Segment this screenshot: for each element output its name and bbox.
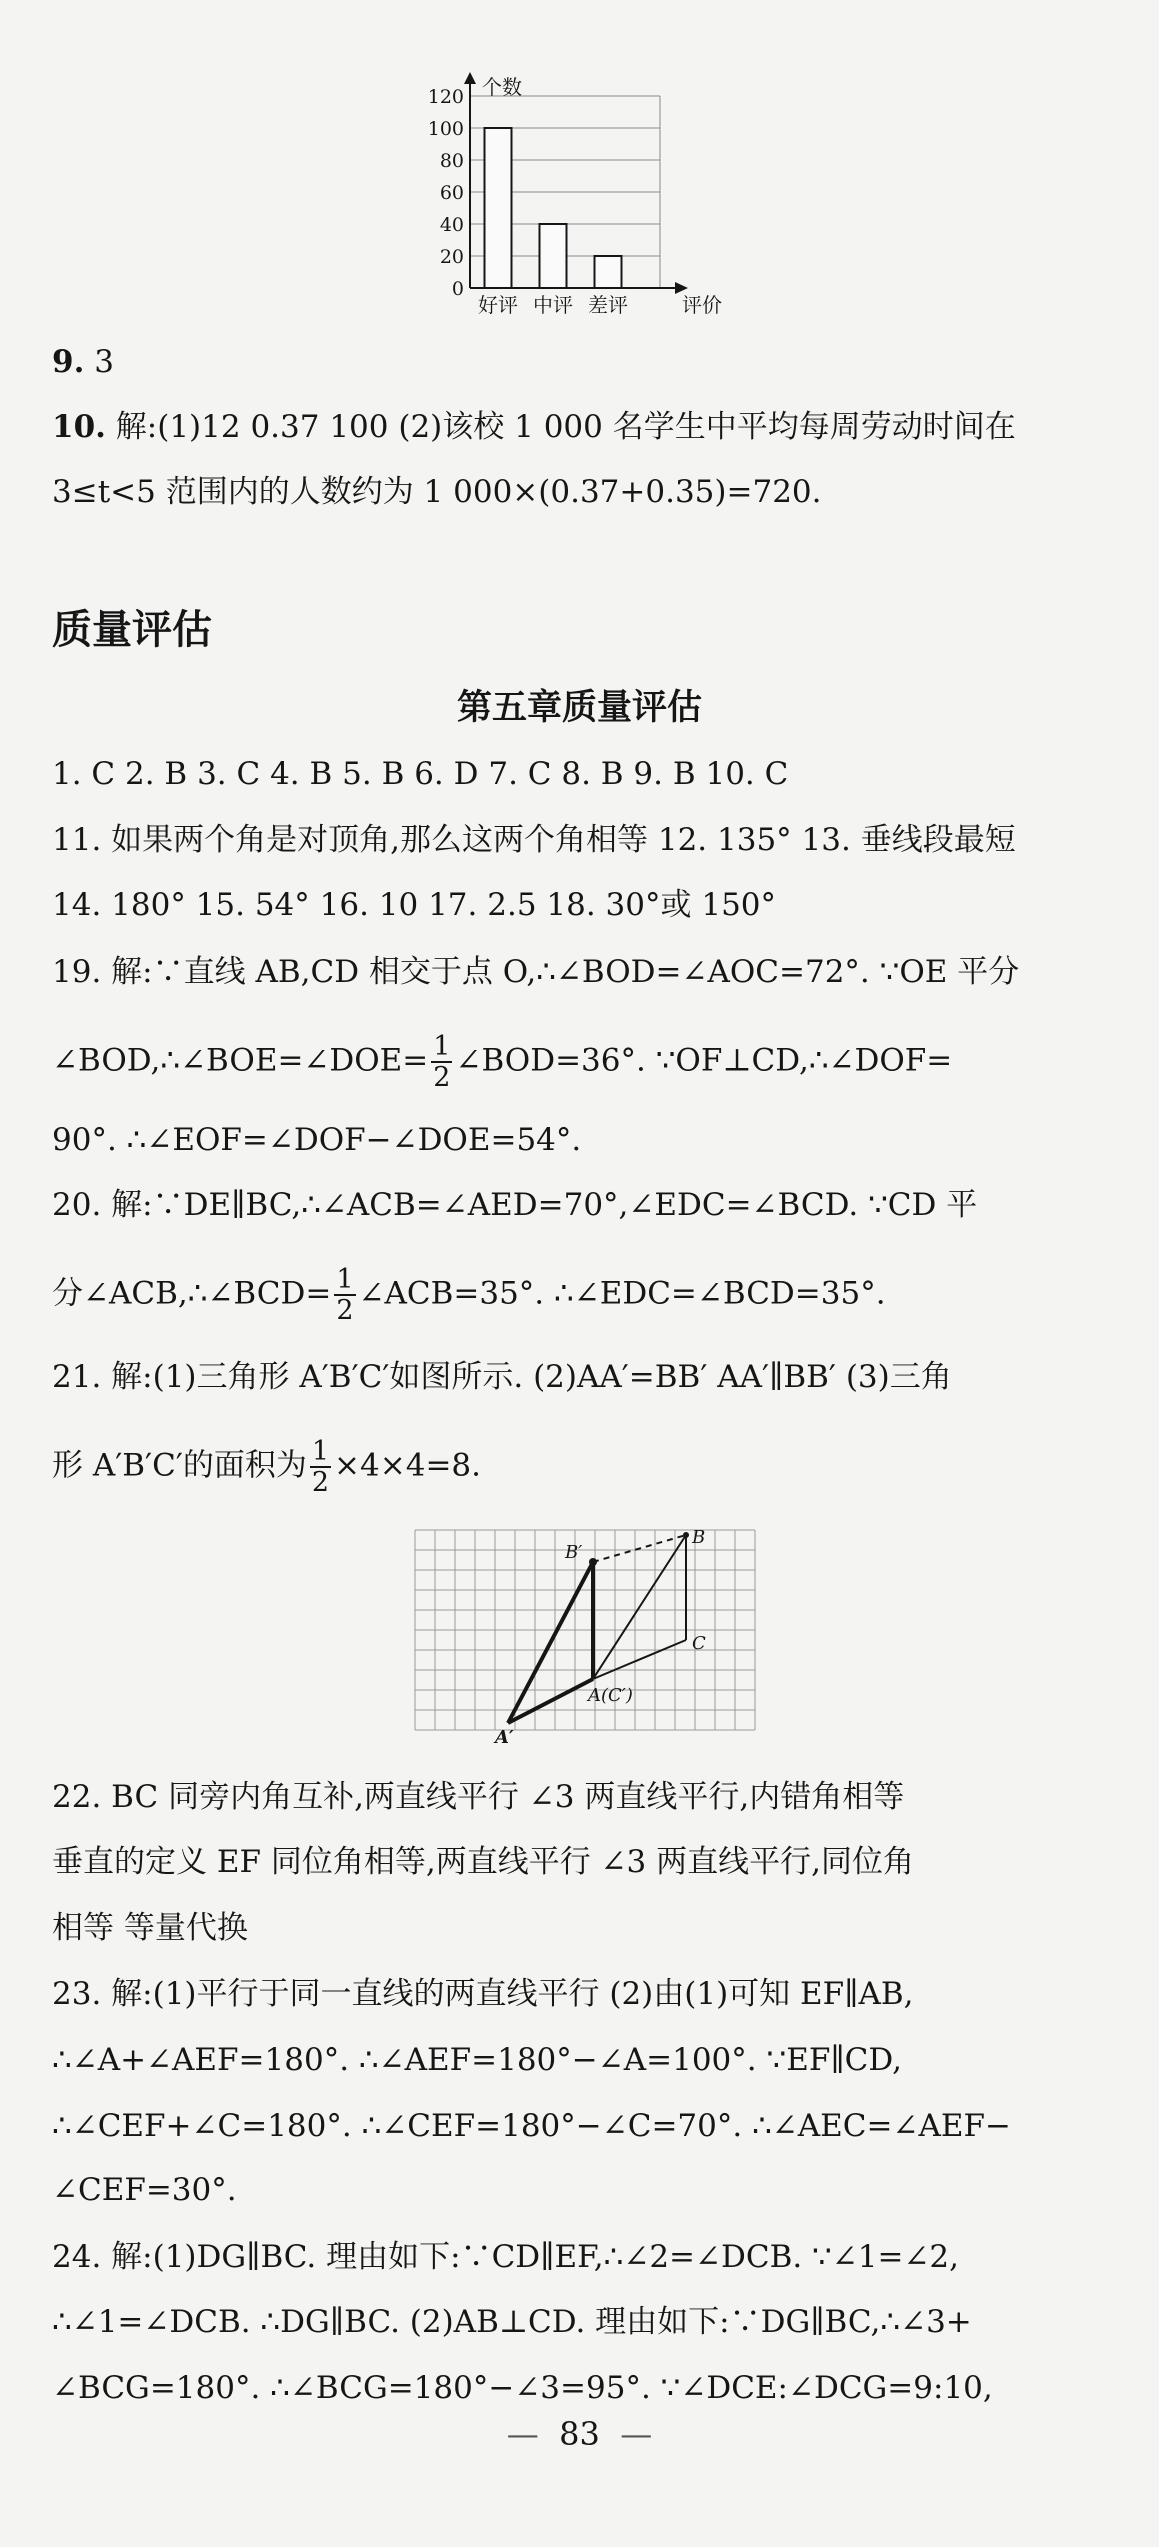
label-b: B <box>692 1527 706 1548</box>
y-tick-label: 0 <box>451 278 464 300</box>
bar-0 <box>485 128 512 288</box>
q20-line1: 20. 解:∵DE∥BC,∴∠ACB=∠AED=70°,∠EDC=∠BCD. ∵CD 平 <box>52 1187 978 1223</box>
label-bprime: B′ <box>565 1542 583 1563</box>
q23-line1: 23. 解:(1)平行于同一直线的两直线平行 (2)由(1)可知 EF∥AB, <box>52 1976 914 2012</box>
y-axis-arrow <box>464 72 476 84</box>
segment-a-c <box>593 1640 686 1679</box>
q22-line2: 垂直的定义 EF 同位角相等,两直线平行 ∠3 两直线平行,同位角 <box>52 1844 914 1880</box>
bar-chart <box>420 68 740 318</box>
segment-a-b <box>593 1535 686 1679</box>
y-tick-label: 60 <box>439 182 464 204</box>
y-tick-label: 120 <box>427 86 464 108</box>
fraction: $\frac{1}{2}$ <box>433 1031 451 1093</box>
label-aprime: A′ <box>495 1727 514 1748</box>
answers-14-18: 14. 180° 15. 54° 16. 10 17. 2.5 18. 30°或 150° <box>52 887 777 923</box>
q24-line2: ∴∠1=∠DCB. ∴DG∥BC. (2)AB⊥CD. 理由如下:∵DG∥BC,∴∠3+ <box>52 2304 972 2340</box>
q22-line1: 22. BC 同旁内角互补,两直线平行 ∠3 两直线平行,内错角相等 <box>52 1779 905 1815</box>
q19-line2: ∠BOD,∴∠BOE=∠DOE= $\frac{1}{2}$ ∠BOD=36°. ∵OF⊥CD,∴∠DOF= <box>52 1031 953 1093</box>
x-tick-label: 好评 <box>478 293 518 317</box>
q23-line2: ∴∠A+∠AEF=180°. ∴∠AEF=180°−∠A=100°. ∵EF∥CD, <box>52 2042 902 2078</box>
point-b <box>683 1532 689 1538</box>
q21-line2: 形 A′B′C′的面积为 $\frac{1}{2}$ ×4×4=8. <box>52 1436 481 1498</box>
q21-line1: 21. 解:(1)三角形 A′B′C′如图所示. (2)AA′=BB′ AA′∥BB′ (3)三角 <box>52 1359 952 1395</box>
answer-9: 9. 3 <box>52 344 114 380</box>
fraction: $\frac{1}{2}$ <box>311 1436 330 1498</box>
x-tick-label: 差评 <box>588 293 628 317</box>
q23-line3: ∴∠CEF+∠C=180°. ∴∠CEF=180°−∠C=70°. ∴∠AEC=∠AEF− <box>52 2108 1011 2144</box>
label-c: C <box>692 1633 706 1654</box>
y-tick-label: 100 <box>427 118 464 140</box>
answers-11-13: 11. 如果两个角是对顶角,那么这两个角相等 12. 135° 13. 垂线段最短 <box>52 822 1016 858</box>
q19-line1: 19. 解:∵直线 AB,CD 相交于点 O,∴∠BOD=∠AOC=72°. ∵OE 平分 <box>52 954 1020 990</box>
y-axis-label: 个数 <box>482 75 522 99</box>
q22-line3: 相等 等量代换 <box>52 1910 248 1946</box>
answer-10-line2: 3≤t<5 范围内的人数约为 1 000×(0.37+0.35)=720. <box>52 474 822 510</box>
y-tick-label: 80 <box>439 150 464 172</box>
point-bprime <box>589 1558 597 1566</box>
q24-line1: 24. 解:(1)DG∥BC. 理由如下:∵CD∥EF,∴∠2=∠DCB. ∵∠1=∠2, <box>52 2239 960 2275</box>
x-axis-label: 评价 <box>682 293 722 317</box>
label-a-cprime: A(C′) <box>588 1685 633 1706</box>
choice-answers: 1. C 2. B 3. C 4. B 5. B 6. D 7. C 8. B 9. B 10. C <box>52 756 789 792</box>
bar-2 <box>595 256 622 288</box>
q23-line4: ∠CEF=30°. <box>52 2172 237 2208</box>
y-tick-label: 40 <box>439 214 464 236</box>
fraction: $\frac{1}{2}$ <box>336 1264 354 1326</box>
page-number: — 83 — <box>506 2415 653 2453</box>
q20-line2: 分∠ACB,∴∠BCD= $\frac{1}{2}$ ∠ACB=35°. ∴∠EDC=∠BCD=35°. <box>52 1264 886 1326</box>
y-tick-label: 20 <box>439 246 464 268</box>
q24-line3: ∠BCG=180°. ∴∠BCG=180°−∠3=95°. ∵∠DCE:∠DCG=9:10, <box>52 2370 993 2406</box>
x-tick-label: 中评 <box>533 293 573 317</box>
translation-grid-figure <box>410 1525 760 1750</box>
bar-1 <box>540 224 567 288</box>
q19-line3: 90°. ∴∠EOF=∠DOF−∠DOE=54°. <box>52 1122 582 1158</box>
section-title: 质量评估 <box>52 607 212 653</box>
chapter-title: 第五章质量评估 <box>456 687 702 728</box>
answer-10-line1: 10. 解:(1)12 0.37 100 (2)该校 1 000 名学生中平均每周劳动时间在 <box>52 409 1016 445</box>
